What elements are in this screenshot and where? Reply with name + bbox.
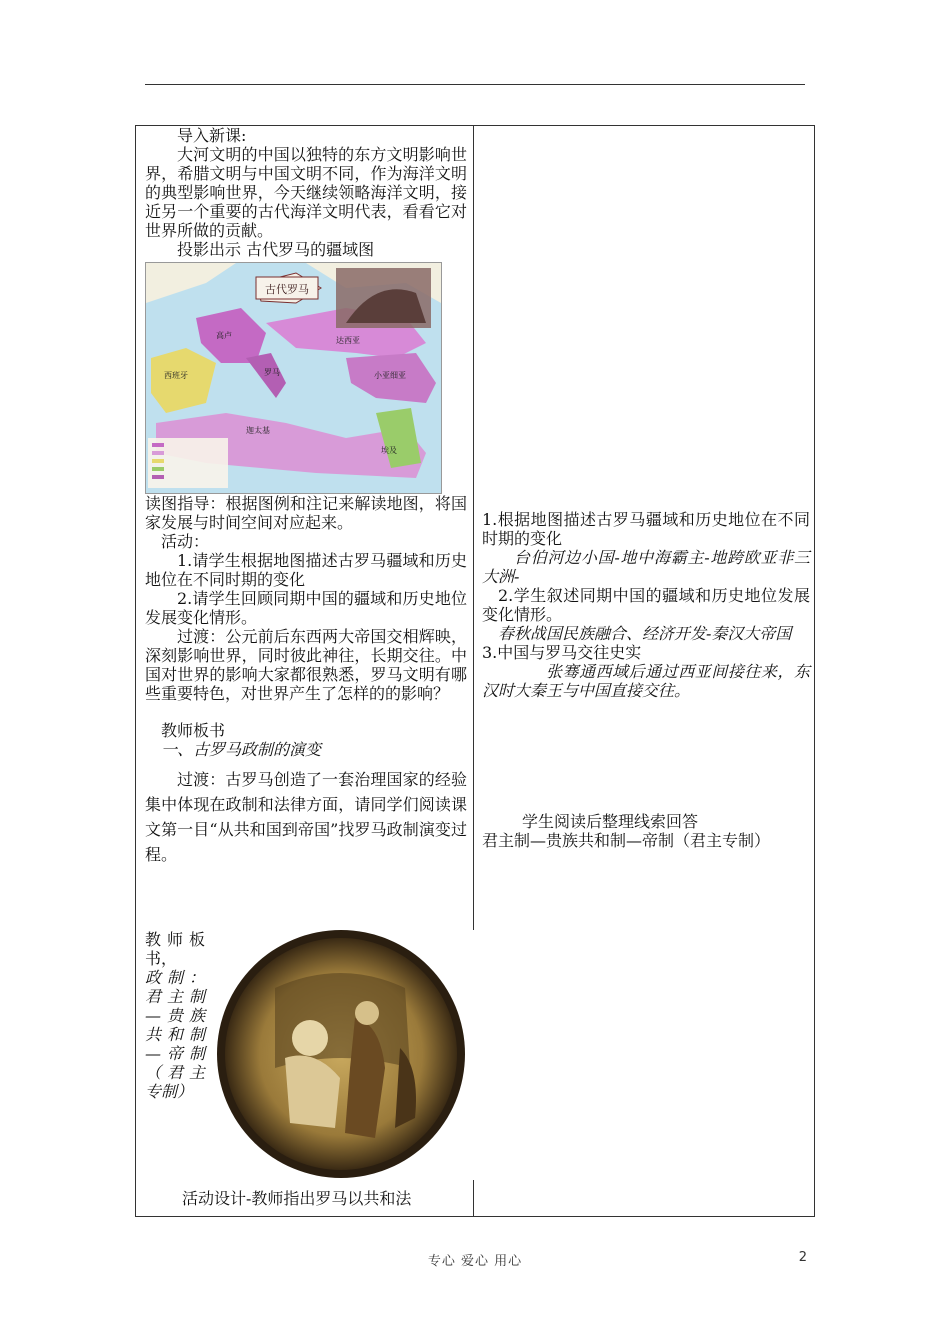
transition-1: 过渡：公元前后东西两大帝国交相辉映，深刻影响世界，同时彼此神往，长期交往。中国对世界的影响大家都很熟悉，罗马文明有哪些重要特色，对世界产生了怎样的的影响？: [145, 627, 467, 703]
activity-design: 活动设计-教师指出罗马以共和法: [182, 1189, 412, 1208]
roman-medallion-image: [215, 928, 468, 1181]
student-task: 学生阅读后整理线索回答: [522, 812, 699, 831]
svg-text:达西亚: 达西亚: [336, 336, 360, 345]
activity-2: 2.请学生回顾同期中国的疆域和历史地位发展变化情形。: [145, 589, 467, 627]
answer-3: 张骞通西域后通过西亚间接往来，东汉时大秦王与中国直接交往。: [482, 662, 810, 700]
transition-2: 过渡：古罗马创造了一套治理国家的经验集中体现在政制和法律方面，请同学们阅读课文第一目“从共和国到帝国”找罗马政制演变过程。: [145, 770, 467, 864]
answer-1: 台伯河边小国-地中海霸主-地跨欧亚非三大洲-: [482, 548, 810, 586]
question-1: 1.根据地图描述古罗马疆域和历史地位在不同时期的变化: [482, 510, 810, 548]
student-answer: 君主制—贵族共和制—帝制（君主专制）: [482, 831, 771, 850]
svg-text:高卢: 高卢: [216, 331, 232, 340]
intro-text: 大河文明的中国以独特的东方文明影响世界，希腊文明与中国文明不同，作为海洋文明的典型影响世界，今天继续领略海洋文明，接近另一个重要的古代海洋文明代表，看看它对世界所做的贡献。: [145, 145, 467, 240]
narrow-politics: 政制：君主制—贵族共和制—帝制（君主专制）: [145, 968, 205, 1101]
page-number: 2: [798, 1250, 807, 1265]
projection-note: 投影出示 古代罗马的疆域图: [177, 240, 375, 259]
narrow-board: 教师板书，: [145, 930, 205, 968]
roman-map-image: [145, 262, 442, 494]
medallion-graphic: [215, 928, 468, 1181]
board-summary: [145, 930, 205, 1101]
student-column: [482, 510, 810, 850]
roman-map-graphic: [146, 263, 441, 493]
footer-motto: 专心 爱心 用心: [427, 1254, 523, 1269]
intro-heading: 导入新课:: [177, 126, 247, 145]
activity-1: 1.请学生根据地图描述古罗马疆域和历史地位在不同时期的变化: [145, 551, 467, 589]
header-rule: [145, 84, 805, 85]
board-heading: 教师板书: [161, 721, 226, 740]
svg-text:小亚细亚: 小亚细亚: [374, 371, 406, 380]
map-title: 古代罗马: [265, 283, 309, 296]
column-divider: [473, 125, 474, 930]
question-3: 3.中国与罗马交往史实: [482, 643, 642, 662]
activity-heading: 活动：: [161, 532, 210, 551]
column-divider-bottom: [473, 1180, 474, 1217]
svg-text:西班牙: 西班牙: [164, 371, 188, 380]
svg-text:迦太基: 迦太基: [246, 426, 270, 435]
svg-text:埃及: 埃及: [381, 446, 397, 455]
teacher-column: [145, 126, 467, 867]
read-guide: 读图指导：根据图例和注记来解读地图，将国家发展与时间空间对应起来。: [145, 494, 467, 532]
answer-2: 春秋战国民族融合、经济开发-秦汉大帝国: [498, 624, 792, 643]
question-2: 2.学生叙述同期中国的疆域和历史地位发展变化情形。: [482, 586, 810, 624]
svg-text:罗马: 罗马: [264, 368, 280, 377]
section-1-title: 一、古罗马政制的演变: [161, 740, 322, 759]
